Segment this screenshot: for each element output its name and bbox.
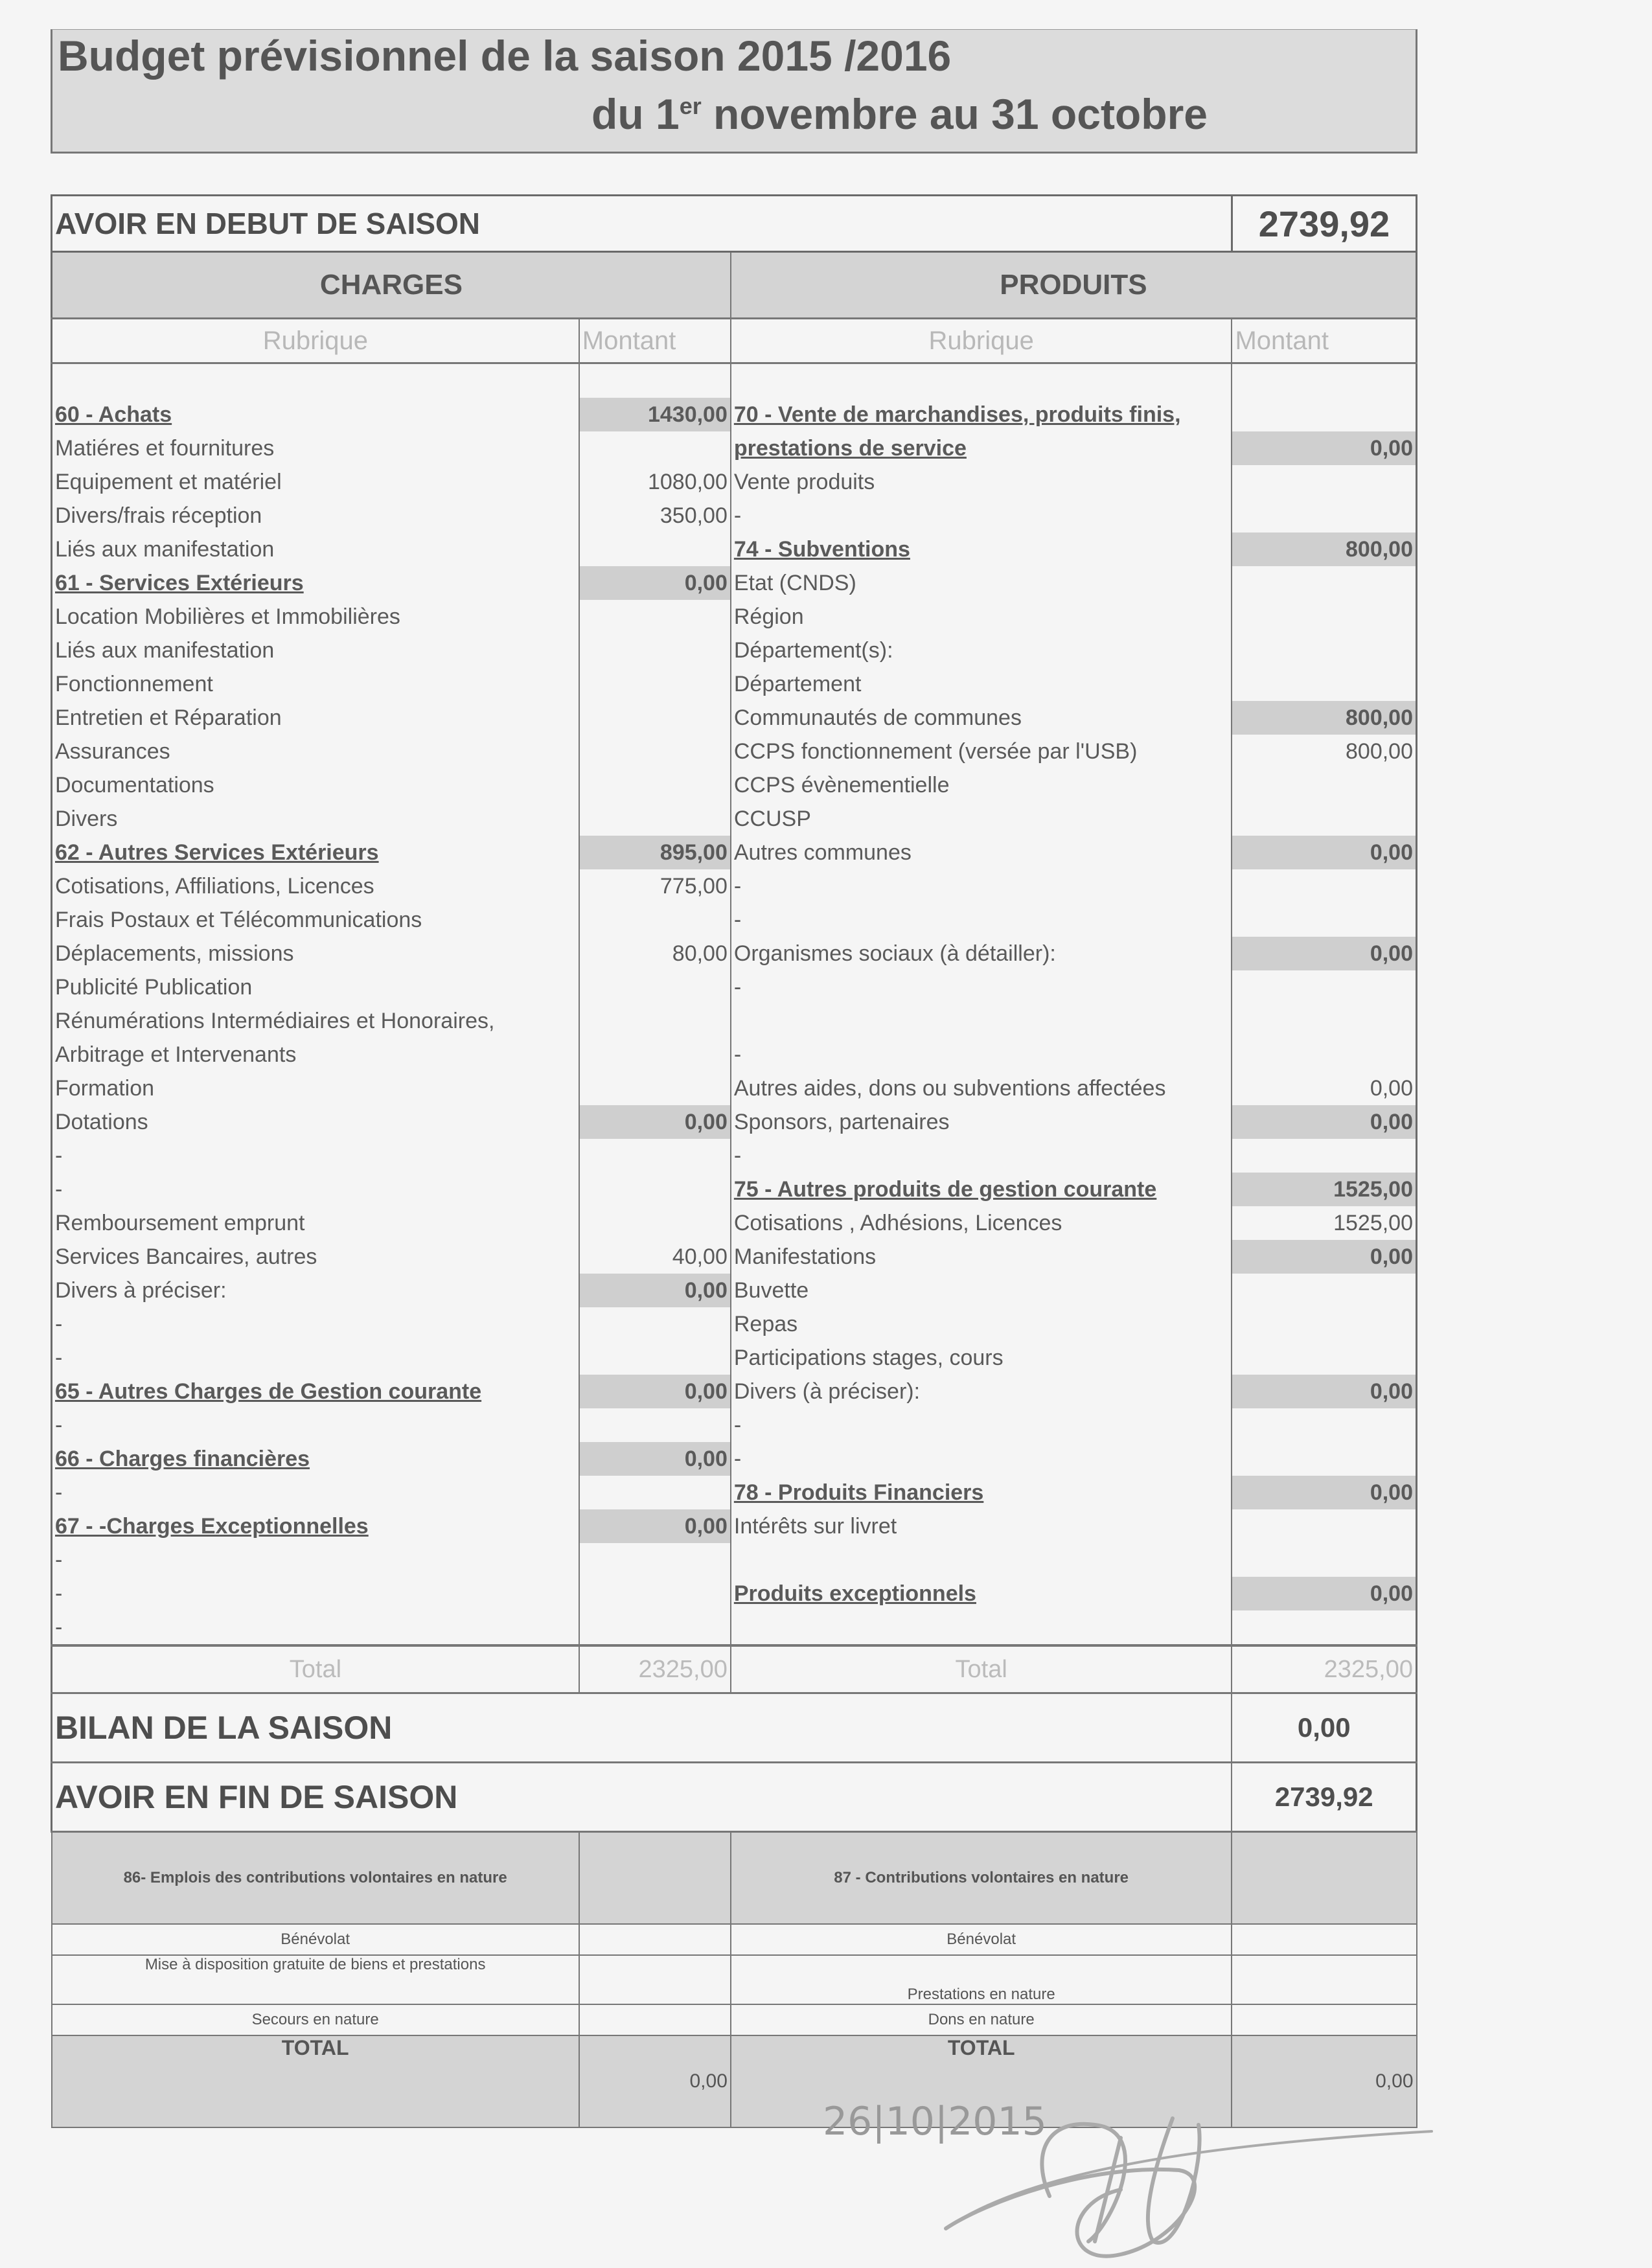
budget-row	[52, 600, 1417, 634]
budget-row	[52, 1543, 1417, 1577]
produit-rubrique: Buvette	[731, 1274, 1232, 1307]
budget-row	[52, 1442, 1417, 1476]
contrib-left-header-amount	[579, 1832, 731, 1925]
contrib-row	[52, 2004, 1417, 2035]
avoir-debut-row	[52, 196, 1417, 252]
bilan-row	[52, 1693, 1417, 1763]
charge-montant	[579, 1543, 731, 1577]
charge-montant	[579, 600, 731, 634]
produit-rubrique: 75 - Autres produits de gestion courante	[731, 1173, 1232, 1206]
contributions-header-row	[52, 1832, 1417, 1925]
produit-montant: 0,00	[1232, 1375, 1416, 1408]
budget-row	[52, 1408, 1417, 1442]
budget-row	[52, 970, 1417, 1004]
budget-row	[52, 1577, 1417, 1610]
produit-rubrique	[731, 1610, 1232, 1645]
budget-row	[52, 1173, 1417, 1206]
budget-row	[52, 1307, 1417, 1341]
budget-row	[52, 1105, 1417, 1139]
contrib-right-total-value: 0,00	[1232, 2035, 1416, 2127]
produit-montant: 1525,00	[1232, 1206, 1416, 1240]
produit-montant	[1232, 1610, 1416, 1645]
charge-rubrique: Location Mobilières et Immobilières	[52, 600, 579, 634]
produits-total-label: Total	[731, 1645, 1232, 1693]
produit-montant	[1232, 1307, 1416, 1341]
charge-montant	[579, 1341, 731, 1375]
produit-rubrique: -	[731, 1408, 1232, 1442]
produit-montant	[1232, 1341, 1416, 1375]
budget-row	[52, 1240, 1417, 1274]
contrib-right-label: Bénévolat	[731, 1924, 1232, 1955]
contrib-row	[52, 1924, 1417, 1955]
charge-rubrique: -	[52, 1408, 579, 1442]
budget-row	[52, 1476, 1417, 1509]
produit-montant	[1232, 634, 1416, 667]
budget-row	[52, 1509, 1417, 1543]
produit-rubrique: -	[731, 1442, 1232, 1476]
produit-rubrique: -	[731, 1139, 1232, 1173]
contrib-right-label: Dons en nature	[731, 2004, 1232, 2035]
budget-row	[52, 1610, 1417, 1645]
charge-montant: 350,00	[579, 499, 731, 533]
avoir-fin-label: AVOIR EN FIN DE SAISON	[52, 1763, 1232, 1832]
charge-montant	[579, 1004, 731, 1038]
page-title: Budget prévisionnel de la saison 2015 /2016	[58, 32, 952, 80]
budget-row	[52, 1038, 1417, 1071]
charge-rubrique: Publicité Publication	[52, 970, 579, 1004]
produit-montant	[1232, 1004, 1416, 1038]
page-subtitle	[591, 89, 1208, 139]
charge-montant	[579, 1577, 731, 1610]
contrib-right-total-label: TOTAL	[731, 2035, 1232, 2127]
charge-rubrique: Arbitrage et Intervenants	[52, 1038, 579, 1071]
charges-total-label: Total	[52, 1645, 579, 1693]
produit-montant	[1232, 499, 1416, 533]
charge-rubrique: -	[52, 1610, 579, 1645]
produits-header: PRODUITS	[731, 252, 1417, 319]
charge-rubrique: Assurances	[52, 735, 579, 768]
produit-rubrique: Repas	[731, 1307, 1232, 1341]
charge-rubrique: 61 - Services Extérieurs	[52, 566, 579, 600]
produit-rubrique: -	[731, 903, 1232, 937]
budget-row	[52, 1004, 1417, 1038]
charge-montant: 0,00	[579, 566, 731, 600]
produit-montant	[1232, 970, 1416, 1004]
charge-rubrique: -	[52, 1307, 579, 1341]
produit-montant: 800,00	[1232, 735, 1416, 768]
budget-row	[52, 1341, 1417, 1375]
produit-rubrique: Cotisations , Adhésions, Licences	[731, 1206, 1232, 1240]
charge-rubrique: Déplacements, missions	[52, 937, 579, 970]
contrib-left-amount	[579, 2004, 731, 2035]
charge-montant	[579, 1476, 731, 1509]
charge-rubrique: Equipement et matériel	[52, 465, 579, 499]
charge-montant	[579, 701, 731, 735]
contrib-left-amount	[579, 1955, 731, 2004]
subtitle-suffix: novembre au 31 octobre	[701, 90, 1208, 138]
charge-rubrique: 66 - Charges financières	[52, 1442, 579, 1476]
produit-montant	[1232, 1442, 1416, 1476]
produit-montant: 0,00	[1232, 937, 1416, 970]
budget-row	[52, 802, 1417, 836]
produit-rubrique: prestations de service	[731, 431, 1232, 465]
signature-icon	[816, 2092, 1464, 2267]
avoir-debut-value: 2739,92	[1232, 196, 1416, 252]
charge-montant: 0,00	[579, 1375, 731, 1408]
charge-rubrique: Remboursement emprunt	[52, 1206, 579, 1240]
produit-montant	[1232, 802, 1416, 836]
budget-row	[52, 634, 1417, 667]
charge-rubrique: Entretien et Réparation	[52, 701, 579, 735]
charge-montant: 40,00	[579, 1240, 731, 1274]
charge-montant	[579, 667, 731, 701]
produit-rubrique: CCPS fonctionnement (versée par l'USB)	[731, 735, 1232, 768]
charge-rubrique: Services Bancaires, autres	[52, 1240, 579, 1274]
charge-rubrique: Liés aux manifestation	[52, 533, 579, 566]
budget-row	[52, 566, 1417, 600]
produit-rubrique: Autres communes	[731, 836, 1232, 869]
charge-montant	[579, 903, 731, 937]
totals-row	[52, 1645, 1417, 1693]
section-header-row	[52, 252, 1417, 319]
charge-montant	[579, 1071, 731, 1105]
budget-row	[52, 903, 1417, 937]
produit-rubrique: CCPS évènementielle	[731, 768, 1232, 802]
produit-rubrique: Région	[731, 600, 1232, 634]
charge-montant: 895,00	[579, 836, 731, 869]
contrib-left-total-label: TOTAL	[52, 2035, 579, 2127]
produit-montant: 0,00	[1232, 1476, 1416, 1509]
charge-rubrique: -	[52, 1173, 579, 1206]
charge-rubrique: Fonctionnement	[52, 667, 579, 701]
contrib-right-header: 87 - Contributions volontaires en nature	[731, 1832, 1232, 1925]
charge-rubrique: Divers à préciser:	[52, 1274, 579, 1307]
produit-montant	[1232, 398, 1416, 431]
produit-rubrique: Divers (à préciser):	[731, 1375, 1232, 1408]
document-sheet	[51, 29, 1417, 154]
contrib-left-label: Bénévolat	[52, 1924, 579, 1955]
charge-rubrique: -	[52, 1543, 579, 1577]
produit-montant: 0,00	[1232, 1071, 1416, 1105]
charge-montant	[579, 1139, 731, 1173]
produit-rubrique: -	[731, 869, 1232, 903]
charges-rubrique-header: Rubrique	[52, 319, 579, 363]
produit-montant	[1232, 903, 1416, 937]
budget-row	[52, 869, 1417, 903]
charge-montant	[579, 802, 731, 836]
produit-montant: 0,00	[1232, 1240, 1416, 1274]
produit-montant: 800,00	[1232, 533, 1416, 566]
produits-rubrique-header: Rubrique	[731, 319, 1232, 363]
produit-rubrique: 70 - Vente de marchandises, produits finis,	[731, 398, 1232, 431]
charge-rubrique: 65 - Autres Charges de Gestion courante	[52, 1375, 579, 1408]
charge-rubrique: 67 - -Charges Exceptionnelles	[52, 1509, 579, 1543]
produit-montant	[1232, 363, 1416, 398]
charge-montant	[579, 1610, 731, 1645]
budget-row	[52, 836, 1417, 869]
produit-montant	[1232, 465, 1416, 499]
produit-rubrique: Organismes sociaux (à détailler):	[731, 937, 1232, 970]
charge-montant	[579, 363, 731, 398]
charge-rubrique: -	[52, 1577, 579, 1610]
charge-montant: 0,00	[579, 1509, 731, 1543]
produit-montant	[1232, 1408, 1416, 1442]
contrib-right-label: Prestations en nature	[731, 1955, 1232, 2004]
contrib-right-amount	[1232, 1955, 1416, 2004]
column-header-row	[52, 319, 1417, 363]
charge-montant: 80,00	[579, 937, 731, 970]
charge-rubrique: 62 - Autres Services Extérieurs	[52, 836, 579, 869]
produit-rubrique: Autres aides, dons ou subventions affectées	[731, 1071, 1232, 1105]
avoir-fin-value: 2739,92	[1232, 1763, 1416, 1832]
charge-rubrique: Divers/frais réception	[52, 499, 579, 533]
produit-rubrique: Participations stages, cours	[731, 1341, 1232, 1375]
charge-montant: 0,00	[579, 1274, 731, 1307]
budget-row	[52, 363, 1417, 398]
charge-rubrique: Cotisations, Affiliations, Licences	[52, 869, 579, 903]
charge-montant: 1430,00	[579, 398, 731, 431]
avoir-fin-row	[52, 1763, 1417, 1832]
produit-rubrique: -	[731, 1038, 1232, 1071]
produit-montant	[1232, 768, 1416, 802]
produit-montant	[1232, 1543, 1416, 1577]
bilan-value: 0,00	[1232, 1693, 1416, 1763]
subtitle-prefix: du 1	[591, 90, 680, 138]
produit-montant	[1232, 1139, 1416, 1173]
charges-header: CHARGES	[52, 252, 731, 319]
produit-rubrique: -	[731, 499, 1232, 533]
produit-rubrique: Etat (CNDS)	[731, 566, 1232, 600]
produit-montant	[1232, 566, 1416, 600]
charge-rubrique: -	[52, 1341, 579, 1375]
charge-montant	[579, 735, 731, 768]
produit-rubrique: CCUSP	[731, 802, 1232, 836]
contrib-left-amount	[579, 1924, 731, 1955]
produit-rubrique: Sponsors, partenaires	[731, 1105, 1232, 1139]
contrib-left-total-value: 0,00	[579, 2035, 731, 2127]
produit-montant: 0,00	[1232, 431, 1416, 465]
charge-rubrique: Matiéres et fournitures	[52, 431, 579, 465]
produit-rubrique: Produits exceptionnels	[731, 1577, 1232, 1610]
charge-rubrique: Rénumérations Intermédiaires et Honoraires,	[52, 1004, 579, 1038]
contrib-right-amount	[1232, 2004, 1416, 2035]
produit-rubrique: Communautés de communes	[731, 701, 1232, 735]
budget-row	[52, 1274, 1417, 1307]
budget-table	[51, 194, 1417, 2128]
produit-rubrique: Département	[731, 667, 1232, 701]
charge-montant: 775,00	[579, 869, 731, 903]
charge-montant	[579, 634, 731, 667]
produit-montant	[1232, 1038, 1416, 1071]
budget-row	[52, 398, 1417, 431]
charge-rubrique: Liés aux manifestation	[52, 634, 579, 667]
charge-montant	[579, 970, 731, 1004]
charge-rubrique: -	[52, 1476, 579, 1509]
produit-montant: 0,00	[1232, 1577, 1416, 1610]
budget-row	[52, 465, 1417, 499]
budget-row	[52, 499, 1417, 533]
charge-montant: 0,00	[579, 1442, 731, 1476]
budget-row	[52, 735, 1417, 768]
charge-montant	[579, 1173, 731, 1206]
contrib-right-amount	[1232, 1924, 1416, 1955]
charge-montant: 1080,00	[579, 465, 731, 499]
produits-total-value: 2325,00	[1232, 1645, 1416, 1693]
charge-rubrique: Dotations	[52, 1105, 579, 1139]
produit-rubrique	[731, 1004, 1232, 1038]
signature-date: 26|10|2015	[823, 2099, 1047, 2144]
charges-total-value: 2325,00	[579, 1645, 731, 1693]
contrib-left-label: Secours en nature	[52, 2004, 579, 2035]
produit-rubrique: Manifestations	[731, 1240, 1232, 1274]
produit-rubrique: -	[731, 970, 1232, 1004]
contrib-left-header: 86- Emplois des contributions volontaires en nature	[52, 1832, 579, 1925]
produit-rubrique: Vente produits	[731, 465, 1232, 499]
bilan-label: BILAN DE LA SAISON	[52, 1693, 1232, 1763]
produit-rubrique: 78 - Produits Financiers	[731, 1476, 1232, 1509]
produit-montant: 800,00	[1232, 701, 1416, 735]
contrib-row	[52, 1955, 1417, 2004]
produit-rubrique	[731, 363, 1232, 398]
charge-montant	[579, 1038, 731, 1071]
charge-montant	[579, 533, 731, 566]
produit-montant	[1232, 667, 1416, 701]
charge-rubrique: Divers	[52, 802, 579, 836]
produit-rubrique: Intérêts sur livret	[731, 1509, 1232, 1543]
budget-row	[52, 937, 1417, 970]
budget-row	[52, 1375, 1417, 1408]
charges-montant-header: Montant	[579, 319, 731, 363]
avoir-debut-label: AVOIR EN DEBUT DE SAISON	[52, 196, 1232, 252]
produit-montant: 0,00	[1232, 836, 1416, 869]
budget-row	[52, 701, 1417, 735]
budget-row	[52, 533, 1417, 566]
charge-montant: 0,00	[579, 1105, 731, 1139]
produit-montant	[1232, 600, 1416, 634]
budget-row	[52, 1206, 1417, 1240]
budget-row	[52, 1139, 1417, 1173]
budget-row	[52, 1071, 1417, 1105]
charge-rubrique	[52, 363, 579, 398]
produit-rubrique	[731, 1543, 1232, 1577]
produit-montant: 1525,00	[1232, 1173, 1416, 1206]
produit-montant	[1232, 1509, 1416, 1543]
budget-row	[52, 768, 1417, 802]
charge-montant	[579, 768, 731, 802]
charge-montant	[579, 431, 731, 465]
produit-rubrique: Département(s):	[731, 634, 1232, 667]
charge-rubrique: 60 - Achats	[52, 398, 579, 431]
charge-montant	[579, 1408, 731, 1442]
produits-montant-header: Montant	[1232, 319, 1416, 363]
charge-rubrique: Formation	[52, 1071, 579, 1105]
produit-montant	[1232, 869, 1416, 903]
charge-rubrique: Documentations	[52, 768, 579, 802]
budget-row	[52, 667, 1417, 701]
contrib-left-label: Mise à disposition gratuite de biens et prestations	[52, 1955, 579, 2004]
charge-montant	[579, 1307, 731, 1341]
budget-row	[52, 431, 1417, 465]
charge-rubrique: -	[52, 1139, 579, 1173]
produit-montant: 0,00	[1232, 1105, 1416, 1139]
charge-rubrique: Frais Postaux et Télécommunications	[52, 903, 579, 937]
charge-montant	[579, 1206, 731, 1240]
subtitle-superscript: er	[679, 93, 702, 119]
produit-rubrique: 74 - Subventions	[731, 533, 1232, 566]
produit-montant	[1232, 1274, 1416, 1307]
title-banner	[51, 29, 1417, 154]
contrib-right-header-amount	[1232, 1832, 1416, 1925]
